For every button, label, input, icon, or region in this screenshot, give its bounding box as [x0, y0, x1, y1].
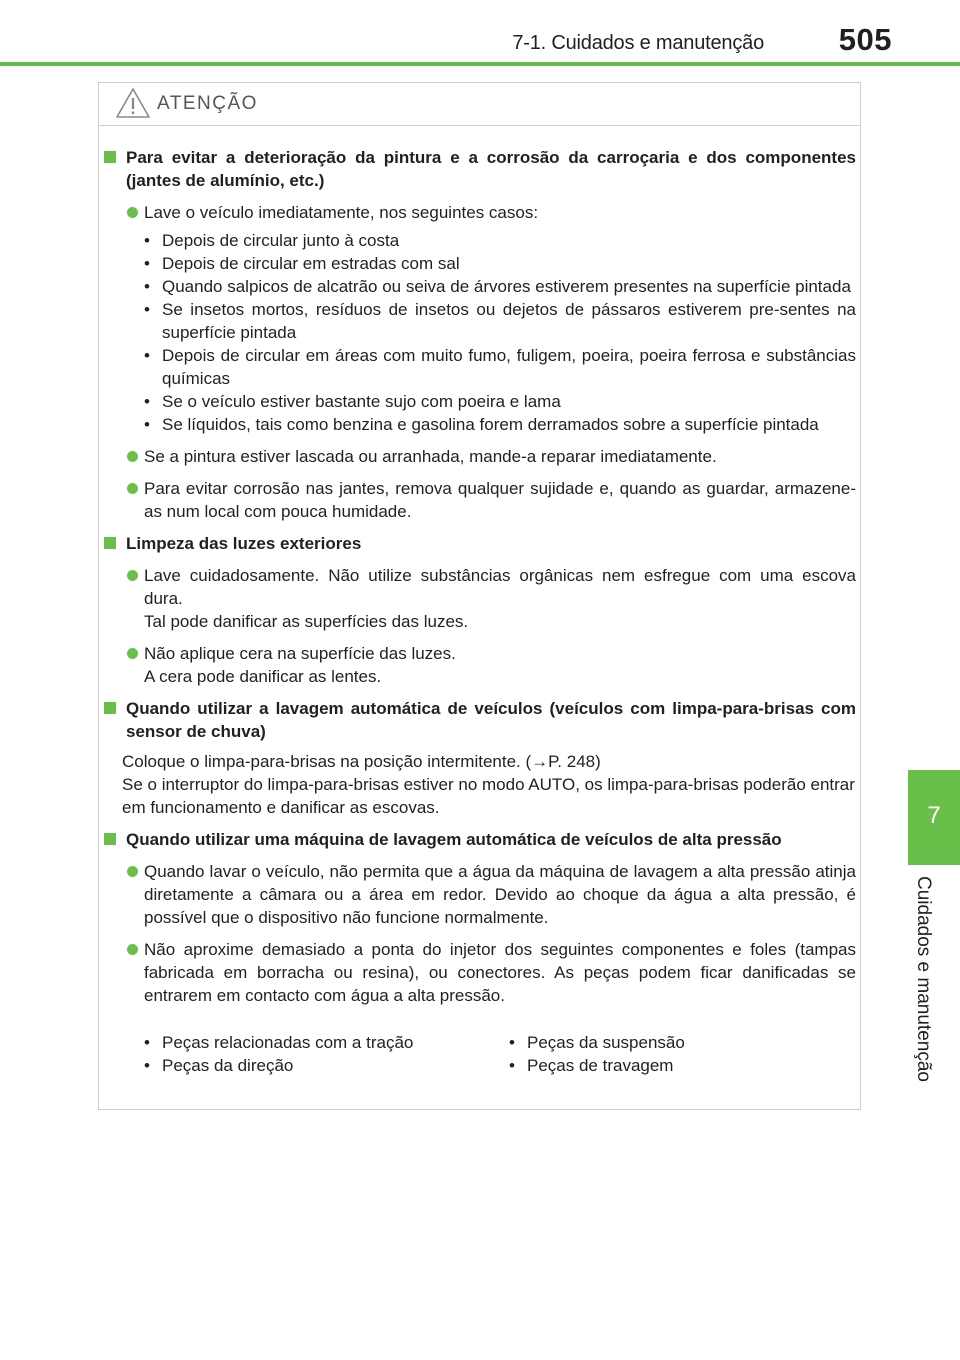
square-bullet-icon: [104, 537, 116, 549]
warning-title: ATENÇÃO: [157, 93, 258, 114]
list-item: Quando lavar o veículo, não permita que a água da máquina de lavagem a alta pressão atinja diretamente a câmara ou a área em redor. Devido ao choque da água a alta pressão, é possível que o dispositivo não funcione normalmente.: [104, 860, 856, 929]
list-item: Não aplique cera na superfície das luzes. A cera pode danificar as lentes.: [104, 642, 856, 688]
bullet-line: • Peças de travagem: [509, 1056, 674, 1075]
parts-columns: [104, 1031, 856, 1077]
chapter-tab: [908, 770, 960, 865]
square-bullet-icon: [104, 702, 116, 714]
square-bullet-icon: [104, 833, 116, 845]
bullet-line: • Quando salpicos de alcatrão ou seiva de árvores estiverem presentes na superfície pintada: [144, 277, 851, 296]
parts-column-left: [104, 1031, 469, 1077]
warning-triangle-icon: [115, 87, 151, 119]
section-heading-paint: Para evitar a deterioração da pintura e a corrosão da carroçaria e dos componentes (jantes de alumínio, etc.): [104, 146, 856, 192]
list-item: Se a pintura estiver lascada ou arranhada, mande-a reparar imediatamente.: [104, 445, 856, 468]
bullet-line: • Se líquidos, tais como benzina e gasolina forem derramados sobre a superfície pintada: [144, 415, 819, 434]
paragraph: Coloque o limpa-para-brisas na posição intermitente. (→P. 248) Se o interruptor do limpa-para-brisas estiver no modo AUTO, os limpa-para-brisas poderão entrar em funcionamento e danificar as escovas.: [122, 752, 855, 817]
round-bullet-icon: [127, 866, 138, 877]
round-bullet-icon: [127, 207, 138, 218]
square-bullet-icon: [104, 151, 116, 163]
round-bullet-icon: [127, 944, 138, 955]
bullet-line: • Peças da suspensão: [509, 1033, 685, 1052]
bullet-line: • Se insetos mortos, resíduos de insetos ou dejetos de pássaros estiverem pre-sentes na superfície pintada: [144, 300, 856, 342]
bullet-line: • Peças da direção: [144, 1056, 294, 1075]
round-bullet-icon: [127, 570, 138, 581]
warning-content: [104, 146, 856, 1077]
list-item: Lave o veículo imediatamente, nos seguintes casos:: [104, 201, 856, 224]
round-bullet-icon: [127, 648, 138, 659]
warning-header: [99, 83, 860, 126]
bullet-line: • Depois de circular junto à costa: [144, 231, 400, 250]
chapter-number: 7: [927, 802, 941, 829]
list-item: Para evitar corrosão nas jantes, remova qualquer sujidade e, quando as guardar, armazene-as num local com pouca humidade.: [104, 477, 856, 523]
page-header: [0, 0, 960, 70]
page-number: 505: [838, 22, 892, 57]
header-rule: [0, 62, 960, 66]
bullet-line: • Peças relacionadas com a tração: [144, 1033, 414, 1052]
parts-column-right: [469, 1031, 834, 1077]
round-bullet-icon: [127, 483, 138, 494]
bullet-line: • Depois de circular em estradas com sal: [144, 254, 460, 273]
section-title: 7-1. Cuidados e manutenção: [512, 32, 764, 54]
chapter-label: Cuidados e manutenção: [913, 876, 934, 1082]
bullet-line: • Depois de circular em áreas com muito fumo, fuligem, poeira, poeira ferrosa e substâncias químicas: [144, 346, 856, 388]
list-item: Lave cuidadosamente. Não utilize substâncias orgânicas nem esfregue com uma escova dura. Tal pode danificar as superfícies das luzes.: [104, 564, 856, 633]
section-heading-car-wash: Quando utilizar a lavagem automática de veículos (veículos com limpa-para-brisas com sensor de chuva): [104, 697, 856, 743]
bullet-line: • Se o veículo estiver bastante sujo com poeira e lama: [144, 392, 561, 411]
section-heading-lights: Limpeza das luzes exteriores: [104, 532, 856, 555]
list-item: Não aproxime demasiado a ponta do injetor dos seguintes componentes e foles (tampas fabricada em borracha ou resina), ou conectores. As peças podem ficar danificadas se entrarem em contacto com água a alta pressão.: [104, 938, 856, 1007]
round-bullet-icon: [127, 451, 138, 462]
section-heading-high-pressure: Quando utilizar uma máquina de lavagem automática de veículos de alta pressão: [104, 828, 856, 851]
